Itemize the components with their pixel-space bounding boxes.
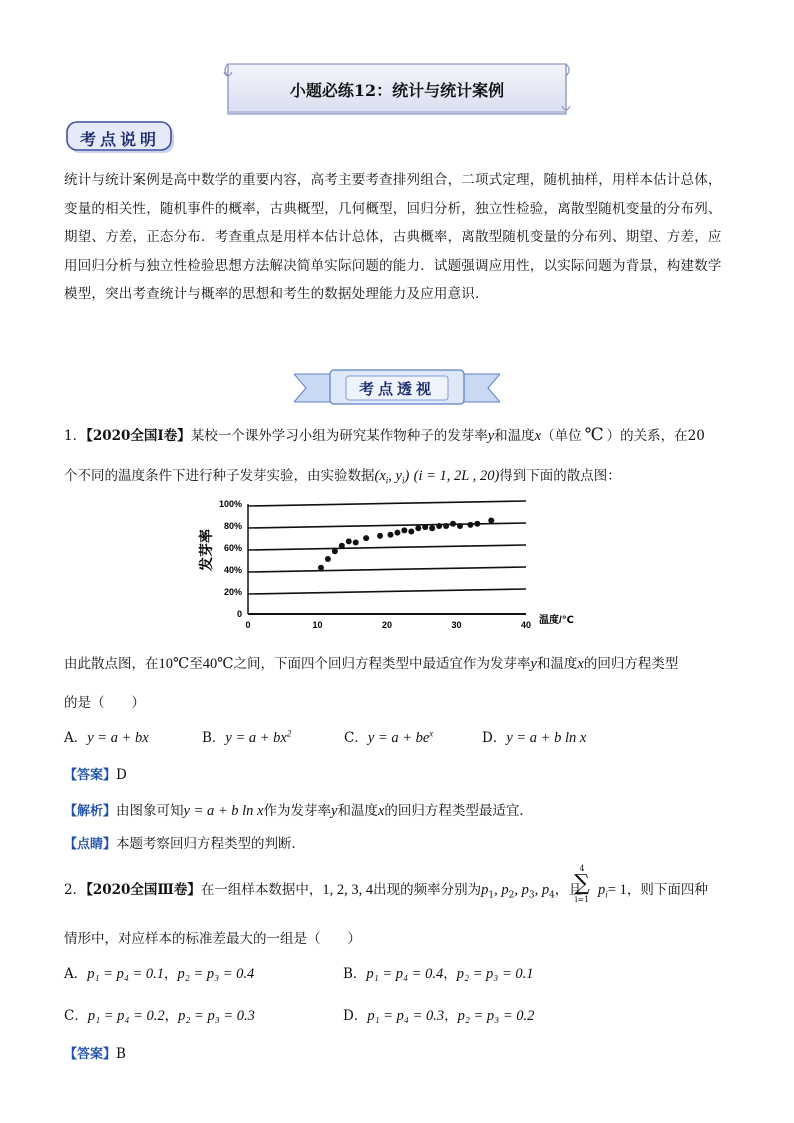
option-expr: p₂ = p₃ = 0.1: [456, 966, 534, 982]
math-p: p: [501, 882, 509, 898]
chart-gridline: [248, 501, 526, 506]
chart-y-tick-label: 60%: [223, 543, 242, 553]
point-tag: 【点睛】: [64, 837, 117, 852]
option-label: A．: [64, 730, 88, 746]
chart-point: [346, 538, 352, 544]
option-label: C．: [344, 730, 368, 746]
chart-point: [422, 524, 428, 530]
option-sup: 2: [286, 728, 292, 739]
chart-y-ticks: [219, 499, 242, 619]
temp-40: 40℃: [202, 656, 234, 672]
analysis-expr: y = a + b ln x: [183, 803, 264, 819]
analysis-text: 的回归方程类型最适宜．: [384, 803, 533, 819]
chart-x-label: 温度/℃: [539, 615, 574, 626]
q1-point: [64, 832, 305, 852]
q1-text: 的回归方程类型: [583, 656, 679, 672]
q1-source: 【2020全国Ⅰ卷】: [86, 428, 191, 444]
math-pair: , y: [388, 468, 402, 484]
q1-option-a[interactable]: [64, 726, 149, 747]
page-title: 小题必练12：统计与统计案例: [289, 81, 505, 100]
unit-celsius: ℃: [584, 425, 604, 445]
chart-point: [408, 529, 414, 535]
q1-text: 个不同的温度条件下进行种子发芽实验，由实验数据: [64, 468, 375, 484]
q2-text: ，且: [554, 882, 582, 898]
chart-gridlines: [248, 501, 526, 614]
q1-option-d[interactable]: [482, 726, 586, 747]
intro-paragraph: 统计与统计案例是高中数学的重要内容，高考主要考查排列组合，二项式定理，随机抽样，用样本估计总体，变量的相关性，随机事件的概率，古典概型，几何概型，回归分析，独立性检验，离散型随机变量的分布列、期望、方差，正态分布．考查重点是用样本估计总体，古典概率，离散型随机变量的分布列、期望、方差，应用回归分析与独立性检验思想方法解决简单实际问题的能力．试题强调应用性，以实际问题为背景，构建数学模型，突出考查统计与概率的思想和考生的数据处理能力及应用意识．: [64, 172, 722, 302]
chart-point: [450, 521, 456, 527]
summation: [567, 864, 597, 904]
q2-answer: [64, 1043, 126, 1062]
q2-source: 【2020全国Ⅲ卷】: [86, 882, 201, 898]
chart-point: [429, 525, 435, 531]
option-expr: y = a + b ln x: [506, 730, 587, 746]
var-y: y: [530, 656, 537, 672]
var-x: x: [577, 656, 584, 672]
chart-y-tick-label: 40%: [223, 565, 242, 575]
math-sub: 2: [508, 890, 515, 901]
chart-point: [401, 527, 407, 533]
var-x: x: [377, 803, 385, 819]
sum-lower: i=1: [574, 895, 590, 904]
analysis-text: 由图象可知: [116, 803, 184, 819]
chart-point: [377, 533, 383, 539]
q1-line1: [64, 424, 705, 445]
math-eq: = 1: [607, 882, 627, 898]
option-expr: p₁ = p₄ = 0.1: [87, 966, 165, 982]
chart-x-tick-label: 30: [451, 620, 462, 630]
option-expr: p₁ = p₄ = 0.3: [367, 1008, 445, 1024]
chart-y-label: 发芽率: [198, 529, 214, 571]
q1-number: 1．: [64, 428, 87, 444]
chart-y-tick-label: 20%: [223, 587, 242, 597]
q2-text: ，则下面四种: [626, 882, 708, 898]
chart-point: [443, 523, 449, 529]
chart-point: [318, 565, 324, 571]
q1-text: 由此散点图，在: [64, 656, 159, 672]
sum-upper: 4: [579, 864, 585, 873]
q1-option-b[interactable]: [202, 726, 291, 747]
answer-value: D: [116, 767, 127, 783]
option-expr: y = a + be: [367, 730, 430, 746]
math-sub: 1: [488, 890, 495, 901]
var-y: y: [331, 803, 338, 819]
chart-y-tick-label: 0: [236, 609, 242, 619]
q1-text: ）的关系，在20: [606, 428, 705, 444]
var-x: x: [534, 428, 542, 444]
math-p: p: [481, 882, 489, 898]
chart-gridline: [248, 545, 526, 550]
option-expr: y = a + bx: [225, 730, 287, 746]
point-text: 本题考察回归方程类型的判断．: [116, 836, 306, 852]
option-label: D．: [482, 730, 507, 746]
q1-line3: [64, 652, 678, 673]
q1-analysis: [64, 799, 533, 820]
chart-point: [353, 540, 359, 546]
math-sub: i: [605, 889, 608, 900]
q1-text: 得到下面的散点图：: [499, 468, 621, 484]
math-nums: 1, 2, 3, 4: [322, 882, 374, 898]
math-sub: 3: [528, 890, 535, 901]
math-sub: i: [385, 475, 389, 486]
chart-point: [436, 523, 442, 529]
var-y: y: [487, 428, 495, 444]
math-sub: 4: [549, 890, 555, 901]
option-expr: p₁ = p₄ = 0.2: [87, 1008, 165, 1024]
q2-text: 出现的频率分别为: [373, 882, 482, 898]
math-p: p: [521, 882, 529, 898]
chart-y-tick-label: 100%: [218, 499, 242, 509]
chart-point: [387, 532, 393, 538]
q1-text: 和温度: [536, 656, 578, 672]
chart-point: [332, 548, 338, 554]
math-p: p: [541, 882, 550, 898]
option-sup: x: [429, 728, 434, 739]
math-p: p: [598, 882, 606, 898]
chart-point: [415, 525, 421, 531]
sum-symbol: ∑: [574, 871, 590, 896]
option-label: B．: [202, 730, 226, 746]
chart-point: [488, 518, 494, 524]
answer-tag: 【答案】: [64, 1047, 117, 1062]
chart-point: [467, 522, 473, 528]
chart-point: [474, 521, 480, 527]
math-pair: ): [404, 468, 410, 484]
chart-x-tick-label: 10: [312, 620, 323, 630]
analysis-tag: 【解析】: [64, 804, 117, 819]
math-sub: i: [401, 475, 405, 486]
math-range: (i = 1, 2L , 20): [413, 468, 500, 484]
answer-value: B: [116, 1046, 126, 1062]
chart-x-tick-label: 40: [520, 620, 532, 630]
q2-line2: 情形中，对应样本的标准差最大的一组是（ ）: [64, 931, 361, 947]
q2-line1b: [598, 878, 708, 900]
q1-line2: [64, 464, 621, 486]
option-expr: p₁ = p₄ = 0.4: [366, 966, 444, 982]
chart-point: [457, 523, 463, 529]
math-pair: (x: [374, 468, 386, 484]
chart-point: [325, 556, 331, 562]
q2-option-b[interactable]: B．p₁ = p₄ = 0.4，p₂ = p₃ = 0.1: [343, 966, 534, 982]
option-label: C．: [64, 1008, 88, 1024]
option-expr: p₂ = p₃ = 0.4: [177, 966, 255, 982]
analysis-text: 和温度: [337, 803, 378, 819]
chart-point: [339, 543, 345, 549]
chart-gridline: [248, 523, 526, 528]
q2-number: 2．: [64, 882, 87, 898]
analysis-text: 作为发芽率: [263, 803, 331, 819]
chart-x-tick-label: 20: [381, 620, 393, 630]
q2-option-a[interactable]: A．p₁ = p₄ = 0.1，p₂ = p₃ = 0.4: [64, 966, 255, 982]
option-expr: y = a + bx: [87, 730, 149, 746]
section-label-insight: 考点透视: [358, 380, 435, 398]
option-label: A．: [64, 966, 88, 982]
section-label-explain: 考点说明: [79, 130, 160, 149]
q1-text: 之间，下面四个回归方程类型中最适宜作为发芽率: [233, 656, 531, 672]
chart-gridline: [248, 567, 526, 572]
q1-option-c[interactable]: [344, 726, 433, 747]
chart-x-ticks: [245, 620, 531, 630]
q2-option-c[interactable]: C．p₁ = p₄ = 0.2，p₂ = p₃ = 0.3: [64, 1008, 255, 1024]
chart-point: [394, 530, 400, 536]
q1-line4: 的是（ ）: [64, 695, 145, 711]
q1-text: 至: [189, 656, 203, 672]
answer-tag: 【答案】: [64, 768, 117, 783]
option-expr: p₂ = p₃ = 0.2: [457, 1008, 535, 1024]
option-label: B．: [343, 966, 367, 982]
option-expr: p₂ = p₃ = 0.3: [178, 1008, 255, 1024]
scatter-chart: [196, 492, 596, 640]
temp-10: 10℃: [158, 656, 190, 672]
q1-text: （单位: [541, 428, 582, 444]
option-label: D．: [343, 1008, 368, 1024]
q1-answer: [64, 764, 127, 783]
chart-point: [363, 535, 369, 541]
chart-y-tick-label: 80%: [223, 521, 242, 531]
chart-x-tick-label: 0: [245, 620, 251, 630]
q1-text: 和温度: [494, 428, 535, 444]
q1-text: 某校一个课外学习小组为研究某作物种子的发芽率: [190, 428, 488, 444]
q2-text: 在一组样本数据中，: [200, 882, 323, 898]
q2-option-d[interactable]: D．p₁ = p₄ = 0.3，p₂ = p₃ = 0.2: [343, 1008, 535, 1024]
chart-gridline: [248, 589, 526, 594]
q2-line1: 2．【2020全国Ⅲ卷】在一组样本数据中，1, 2, 3, 4出现的频率分别为$p_1$, $p_2$, $p_3$, $p_4$，且: [64, 882, 582, 901]
